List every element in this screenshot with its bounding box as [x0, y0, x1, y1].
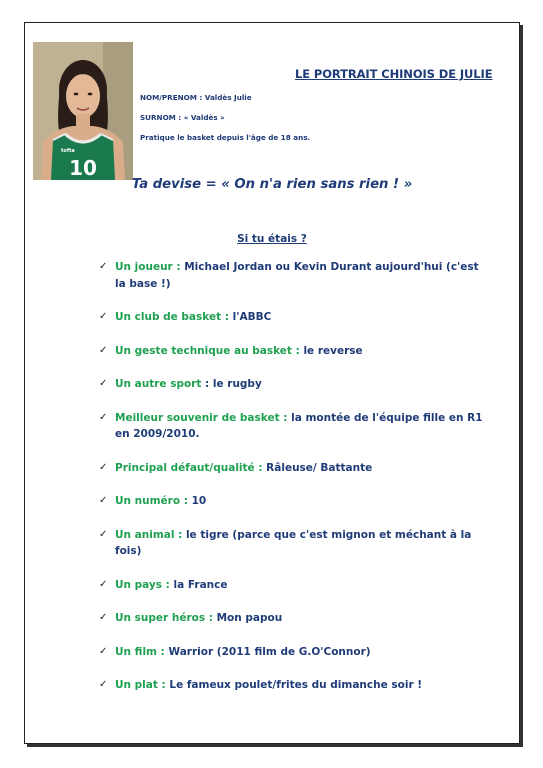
checkmark-icon: ✓ [99, 495, 108, 506]
player-photo [33, 42, 133, 180]
item-label: Un autre sport [115, 378, 202, 390]
item-value: Warrior (2011 film de G.O'Connor) [164, 645, 371, 658]
item-value: Le fameux poulet/frites du dimanche soir ! [165, 679, 423, 691]
item-value: Râleuse/ Battante [262, 461, 373, 474]
item-value: Michael Jordan ou Kevin Durant aujourd'hui (c'est la base !) [115, 261, 479, 290]
list-item [99, 493, 485, 510]
checkmark-icon: ✓ [99, 645, 108, 657]
item-label: Un club de basket : [115, 311, 229, 323]
jersey-brand: tofta [61, 148, 75, 154]
checkmark-icon: ✓ [99, 261, 108, 272]
checkmark-icon: ✓ [99, 578, 108, 590]
item-value: le reverse [299, 344, 363, 357]
nickname-line: SURNOM : « Valdès » [140, 113, 225, 122]
item-value: le tigre (parce que c'est mignon et méchant à la fois) [115, 528, 472, 557]
list-item [99, 460, 485, 477]
list-item [99, 410, 485, 443]
checkmark-icon: ✓ [99, 461, 108, 473]
item-value: 10 [187, 495, 207, 507]
item-value: la France [169, 578, 228, 591]
list-item [99, 527, 485, 560]
item-label: Meilleur souvenir de basket : [115, 411, 288, 424]
item-label: Un joueur : [115, 261, 181, 273]
item-value: Mon papou [212, 612, 283, 624]
list-item [99, 309, 485, 326]
item-label: Un numéro : [115, 495, 188, 507]
section-subtitle: Si tu étais ? [237, 233, 307, 245]
list-item [99, 610, 485, 627]
item-label: Un pays : [115, 578, 170, 591]
practice-since-line: Pratique le basket depuis l'âge de 18 ans. [140, 133, 311, 142]
item-value: : le rugby [201, 378, 262, 390]
item-label: Principal défaut/qualité : [115, 461, 263, 474]
checkmark-icon: ✓ [99, 528, 108, 540]
item-value: l'ABBC [228, 311, 272, 323]
list-item [99, 677, 485, 694]
checkmark-icon: ✓ [99, 344, 108, 356]
item-label: Un animal : [115, 528, 183, 541]
item-label: Un plat : [115, 679, 166, 691]
list-item [99, 376, 485, 393]
document-page [24, 22, 520, 744]
checkmark-icon: ✓ [99, 311, 108, 322]
page-title: LE PORTRAIT CHINOIS DE JULIE [295, 67, 493, 81]
portrait-list [99, 259, 485, 711]
item-label: Un super héros : [115, 612, 213, 624]
checkmark-icon: ✓ [99, 411, 108, 423]
list-item [99, 577, 485, 594]
list-item [99, 259, 485, 292]
jersey-number: 10 [69, 156, 97, 180]
item-value: la montée de l'équipe fille en R1 en 2009/2010. [115, 411, 483, 440]
list-item [99, 644, 485, 661]
list-item [99, 343, 485, 360]
motto: Ta devise = « On n'a rien sans rien ! » [131, 177, 413, 192]
player-portrait-image [33, 42, 133, 180]
checkmark-icon: ✓ [99, 612, 108, 623]
name-line: NOM/PRENOM : Valdès Julie [140, 93, 252, 102]
item-label: Un film : [115, 645, 165, 658]
checkmark-icon: ✓ [99, 679, 108, 690]
item-label: Un geste technique au basket : [115, 344, 300, 357]
checkmark-icon: ✓ [99, 378, 108, 389]
